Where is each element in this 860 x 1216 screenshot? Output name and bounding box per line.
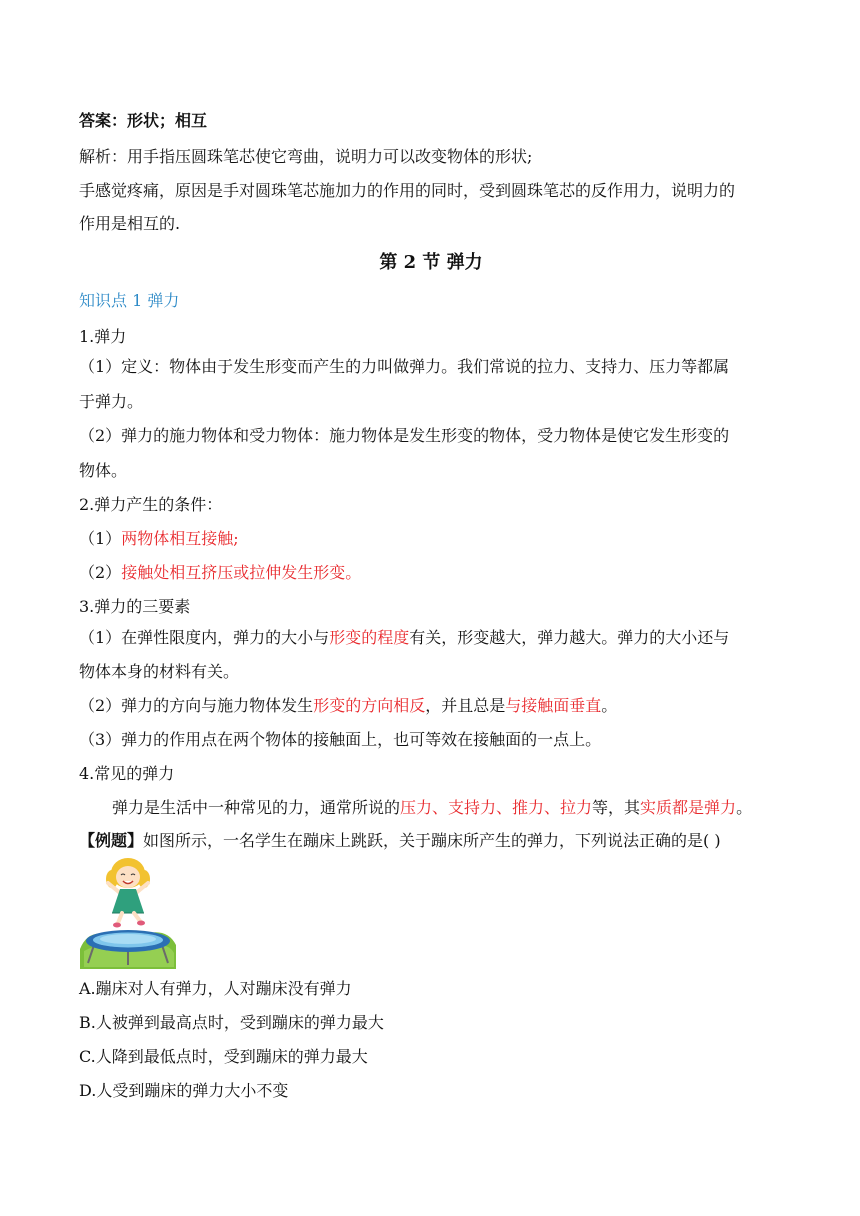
condition-2-prefix: （2） xyxy=(79,563,122,582)
answer-value: 形状；相互 xyxy=(127,111,208,130)
item4-text-b: 等，其 xyxy=(592,798,641,817)
item1-definition-line-1: （1）定义：物体由于发生形变而产生的力叫做弹力。我们常说的拉力、支持力、压力等都属 xyxy=(79,357,730,376)
point-1-highlight: 形变的程度 xyxy=(329,628,410,647)
item4-highlight-2: 实质都是弹力 xyxy=(640,798,737,817)
option-d: D.人受到蹦床的弹力大小不变 xyxy=(79,1081,289,1100)
item3-point-2 xyxy=(79,695,783,717)
item3-heading: 3.弹力的三要素 xyxy=(79,597,191,616)
item1-heading: 1.弹力 xyxy=(79,327,127,346)
example-tag: 【例题】 xyxy=(79,831,144,850)
knowledge-point-title: 知识点 1 弹力 xyxy=(79,291,180,310)
analysis-line-2: 手感觉疼痛，原因是手对圆珠笔芯施加力的作用的同时，受到圆珠笔芯的反作用力，说明力的 xyxy=(79,181,736,200)
item4-paragraph xyxy=(79,797,783,819)
point-2-text-b: ，并且总是 xyxy=(425,696,506,715)
item2-heading: 2.弹力产生的条件： xyxy=(79,495,223,514)
item2-condition-2 xyxy=(79,562,783,584)
item1-objects-line-1: （2）弹力的施力物体和受力物体：施力物体是发生形变的物体，受力物体是使它发生形变的 xyxy=(79,426,730,445)
item4-highlight-1: 压力、支持力、推力、拉力 xyxy=(400,798,593,817)
item3-point-1-line-2: 物体本身的材料有关。 xyxy=(79,662,240,681)
point-2-text-a: （2）弹力的方向与施力物体发生 xyxy=(79,696,314,715)
point-2-text-c: 。 xyxy=(601,696,618,715)
condition-2-text: 接触处相互挤压或拉伸发生形变。 xyxy=(121,563,362,582)
analysis-line-3: 作用是相互的. xyxy=(79,214,181,233)
condition-1-text: 两物体相互接触; xyxy=(121,529,239,548)
item3-point-1-line-1 xyxy=(79,627,783,649)
analysis-line-1: 解析：用手指压圆珠笔芯使它弯曲，说明力可以改变物体的形状; xyxy=(79,147,533,166)
trampoline-girl-illustration xyxy=(78,853,178,971)
point-2-highlight-1: 形变的方向相反 xyxy=(313,696,426,715)
point-1-text-a: （1）在弹性限度内，弹力的大小与 xyxy=(79,628,330,647)
condition-1-prefix: （1） xyxy=(79,529,122,548)
example-question-text: 如图所示，一名学生在蹦床上跳跃，关于蹦床所产生的弹力，下列说法正确的是( ) xyxy=(143,831,721,850)
option-c: C.人降到最低点时，受到蹦床的弹力最大 xyxy=(79,1047,368,1066)
point-1-text-b: 有关，形变越大，弹力越大。弹力的大小还与 xyxy=(409,628,730,647)
option-a: A.蹦床对人有弹力，人对蹦床没有弹力 xyxy=(79,979,352,998)
item2-condition-1 xyxy=(79,528,783,550)
example-question xyxy=(79,830,783,852)
item3-point-3: （3）弹力的作用点在两个物体的接触面上，也可等效在接触面的一点上。 xyxy=(79,730,602,749)
item1-definition-line-2: 于弹力。 xyxy=(79,392,144,411)
answer-line xyxy=(79,110,783,132)
point-2-highlight-2: 与接触面垂直 xyxy=(505,696,602,715)
answer-label: 答案： xyxy=(79,111,128,130)
option-b: B.人被弹到最高点时，受到蹦床的弹力最大 xyxy=(79,1013,384,1032)
item1-objects-line-2: 物体。 xyxy=(79,461,128,480)
section-title: 第 2 节 弹力 xyxy=(379,252,483,273)
item4-text-a: 弹力是生活中一种常见的力，通常所说的 xyxy=(112,798,401,817)
item4-heading: 4.常见的弹力 xyxy=(79,764,175,783)
item4-text-c: 。 xyxy=(736,798,753,817)
